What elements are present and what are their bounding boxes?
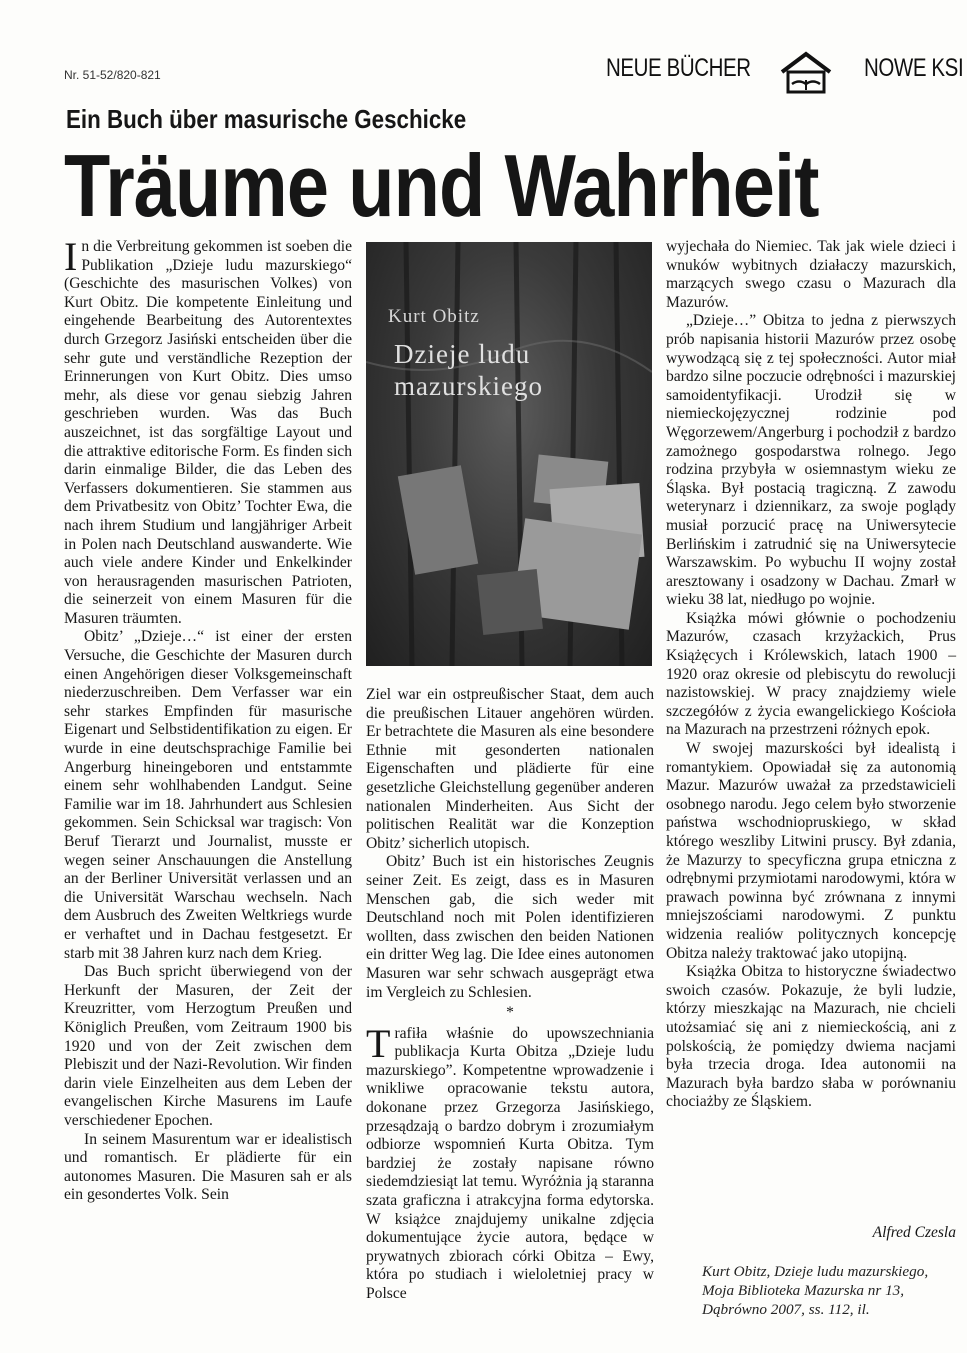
paragraph <box>64 234 352 628</box>
article-kicker: Ein Buch über masurische Geschicke <box>66 104 467 134</box>
article-headline: Träume und Wahrheit <box>64 136 819 235</box>
paragraph <box>366 1020 654 1304</box>
bibliographic-info: Kurt Obitz, Dzieje ludu mazurskiego, Moja Biblioteka Mazurska nr 13, Dąbrówno 2007, ss. 112, il. <box>702 1263 929 1318</box>
drop-cap: I <box>64 234 78 279</box>
paragraph: Obitz’ „Dzieje…“ ist einer der ersten Versuche, die Geschichte der Masuren durch einen Angehörigen dieser Volksgemeinschaft niederzuschreiben. Dem Verfasser war ein sehr starkes Empfinden für masurische Eigenart und Selbstidentifikation zu eigen. Er wurde in eine deutschsprachige Familie bei Angerburg hineingeboren und entstammte einem sehr wohlhabenden Landgut. Seine Familie war im 18. Jahrhundert aus Schlesien gekommen. Sein Schicksal war tragisch: Von Beruf Tierarzt und Journalist, musste er wegen seiner Anschauungen die Anstellung an der Berliner Universität verlassen und an die Universität Warschau wechseln. Nach dem Ausbruch des Zweiten Weltkriegs wurde er verhaftet und in Dachau festgesetzt. Er starb mit 38 Jahren kurz nach dem Krieg. <box>64 628 352 962</box>
paragraph: Książka Obitza to historyczne świadectwo swoich czasów. Pokazuje, że byli ludzie, którzy mieszkając na Mazurach, nie chcieli utożsamiać się ani z niemieckością, ani z polskością, że pomiędzy dwiema nacjami była trzecia droga. Idea autonomii na Mazurach była bardzo słaba w porównaniu chociażby ze Śląskiem. <box>666 963 956 1111</box>
section-label-pl: NOWE KSI <box>864 54 964 82</box>
paragraph: Obitz’ Buch ist ein historisches Zeugnis seiner Zeit. Es zeigt, dass es in Masuren Menschen gab, die sich weder mit Deutschland noch mit Polen identifizieren wollten, dass zwischen den beiden Nationen ein dritter Weg lag. Die Idee eines autonomen Masuren war sehr schwach ausgeprägt etwa im Vergleich zu Schlesien. <box>366 853 654 1001</box>
article-column-1 <box>64 234 352 1205</box>
paragraph-text: n die Verbreitung gekommen ist soeben die Publikation „Dzieje ludu mazurskiego“ (Geschichte des masurischen Volkes) von Kurt Obitz. Die kompetente Einleitung und eingehende Bearbeitung des Autorentextes durch Grzegorz Jasiński entscheiden über die sehr gute und verständliche Rezeption der Erinnerungen von Kurt Obitz. Dies umso mehr, als diese vor genau siebzig Jahren geschrieben wurden. Was das Buch auszeichnet, ist das sorgfältige Layout und die attraktive editorische Form. Es finden sich darin einmalige Bilder, die das Leben des Verfassers dokumentieren. Sie stammen aus dem Privatbesitz von Obitz’ Tochter Ewa, die nach ihrem Studium und langjähriger Arbeit in Polen nach Deutschland auswanderte. Wie auch viele andere Kinder und Enkelkinder von herausragenden masurischen Patrioten, die seinerzeit von einem Masuren für die Masuren träumten. <box>64 238 352 627</box>
issue-number: Nr. 51-52/820-821 <box>64 68 161 82</box>
paragraph: Ziel war ein ostpreußischer Staat, dem auch die preußischen Litauer angehören würden. Er betrachtete die Masuren als eine besondere Ethnie mit gesonderten nationalen Eigenschaften und plädierte für eine gesetzliche Gleichstellung gegenüber anderen nationalen Minderheiten. Aus Sicht der politischen Realität war die Konzeption Obitz’ sicherlich utopisch. <box>366 686 654 852</box>
article-column-2 <box>366 686 654 1304</box>
drop-cap: T <box>366 1020 391 1066</box>
paragraph: „Dzieje…” Obitza to jedna z pierwszych prób napisania historii Mazurów przez osobę wywodzącą się z tej społeczności. Autor miał bardzo silne poczucie odrębności i mazurskiej samoidentyfikacji. Urodził się w niemieckojęzycznej rodzinie pod Węgorzewem/Angerburg i pochodził z bardzo zamożnego gospodarstwa rolnego. Jego rodzina przybyła w osiemnastym wieku ze Śląska. Był postacią tragiczną. Z zawodu weterynarz i dziennikarz, za swoje poglądy musiał porzucić pracę na Uniwersytecie Berlińskim i zatrudnić się na Uniwersytecie Warszawskim. Po wybuchu II wojny został aresztowany i osadzony w Dachau. Zmarł w wieku 38 lat, niedługo po wojnie. <box>666 312 956 609</box>
section-separator: * <box>506 1004 514 1022</box>
paragraph: Das Buch spricht überwiegend von der Herkunft der Masuren, der Zeit der Kreuzritter, vom Herzogtum Preußen und Königlich Preußen, vom Zeitraum 1900 bis 1920 und von der Zeit zwischen dem Plebiszit und der Nazi-Revolution. Wir finden darin viele Einzelheiten aus dem Leben der evangelischen Kirche Masurens im Laufe verschiedener Epochen. <box>64 963 352 1129</box>
book-cover-image <box>366 242 652 666</box>
author-signature: Alfred Czesla <box>872 1224 956 1241</box>
paragraph: Książka mówi głównie o pochodzeniu Mazurów, czasach krzyżackich, Prus Książęcych i Królewskich, latach 1900 – 1920 oraz okresie od plebiscytu do rewolucji nazistowskiej. W pracy znajdziemy wiele szczegółów z życia ewangelickiego Kościoła na Mazurach na przestrzeni różnych epok. <box>666 609 956 739</box>
cover-title-line: Dzieje ludu <box>394 339 531 369</box>
cover-author: Kurt Obitz <box>388 306 480 327</box>
paragraph: W swojej mazurskości był idealistą i romantykiem. Opowiadał się za autonomią Mazur. Mazurów uważał za przedstawicieli osobnego narodu. Jego celem było stworzenie państwa wschodniopruskiego, w skład którego weszliby Litwini pruscy. Był zdania, że Mazurzy to specyficzna grupa etniczna z odrębnymi przymiotami narodowymi, która w prawach powinna być zrównana z innymi mniejszościami narodowymi. Z punktu widzenia realiów politycznych koncepcję Obitza należy traktować jako utopijną. <box>666 740 956 962</box>
cover-title-line: mazurskiego <box>394 371 543 401</box>
paragraph: In seinem Masurentum war er idealistisch und romantisch. Er plädierte für ein autonomes Masuren. Die Masuren sah er als ein gesondertes Volk. Sein <box>64 1130 352 1204</box>
cover-title <box>394 338 543 402</box>
paragraph-text: rafiła właśnie do upowszechniania publikacja Kurta Obitza „Dzieje ludu mazurskiego”. Kompetentne wprowadzenie i wnikliwe opracowanie tekstu autora, dokonane przez Grzegorza Jasińskiego, przesądzają o bardzo dobrym i zrozumiałym odbiorze wspomnień Kurta Obitza. Tym bardziej że zostały napisane równo siedemdziesiąt lat temu. Wyróżnia ją staranna szata graficzna i atrakcyjna forma edytorska. W książce znajdujemy unikalne zdjęcia dokumentujące życie autora, będące w prywatnych zbiorach córki Obitza – Ewy, która po studiach i wieloletniej pracy w Polsce <box>366 1024 654 1302</box>
article-column-3 <box>666 238 956 1112</box>
house-book-icon <box>778 50 834 96</box>
paragraph: wyjechała do Niemiec. Tak jak wiele dzieci i wnuków wybitnych działaczy mazurskich, marzących swego czasu o Mazurach dla Mazurów. <box>666 238 956 311</box>
section-label-de: NEUE BÜCHER <box>606 54 751 82</box>
